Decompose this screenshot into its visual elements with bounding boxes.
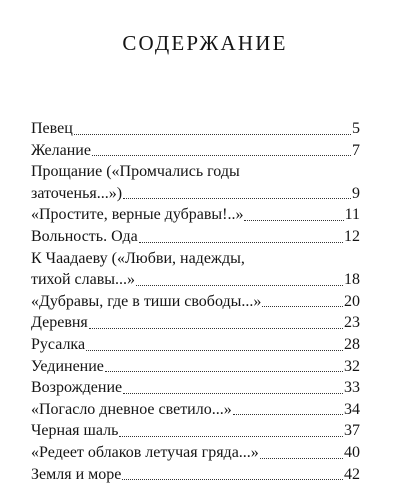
toc-entry — [31, 118, 360, 140]
toc-entry-line — [31, 334, 360, 356]
toc-entry-line — [31, 464, 360, 486]
dot-leader — [92, 155, 351, 156]
dot-leader — [74, 134, 351, 135]
toc-entry-title: Черная шаль — [31, 422, 119, 440]
toc-entry-title: Прощание («Промчались годы — [31, 163, 240, 181]
dot-leader — [262, 306, 343, 307]
dot-leader — [123, 198, 351, 199]
dot-leader — [136, 285, 343, 286]
toc-entry — [31, 204, 360, 226]
toc-entry-line — [31, 312, 360, 334]
toc-page-number: 32 — [344, 357, 360, 375]
toc-page-number: 28 — [344, 335, 360, 353]
toc-page-number: 34 — [344, 400, 360, 418]
toc-entry-title: Земля и море — [31, 465, 122, 483]
toc-entry — [31, 442, 360, 464]
dot-leader — [233, 414, 343, 415]
toc-entry-line — [31, 248, 360, 270]
toc-page-number: 11 — [344, 206, 360, 224]
dot-leader — [244, 220, 343, 221]
toc-entry — [31, 377, 360, 399]
toc-page-number: 42 — [344, 465, 360, 483]
toc-entry — [31, 248, 360, 291]
toc-entry — [31, 356, 360, 378]
toc-entry — [31, 161, 360, 204]
toc-entry-line — [31, 399, 360, 421]
toc-entry-line — [31, 118, 360, 140]
toc-entry-line — [31, 140, 360, 162]
toc-entry-line — [31, 442, 360, 464]
toc-entry-title: К Чаадаеву («Любви, надежды, — [31, 249, 245, 267]
toc-page-number: 5 — [352, 120, 360, 137]
toc-entry — [31, 399, 360, 421]
toc-page-number: 40 — [344, 443, 360, 461]
dot-leader — [89, 328, 343, 329]
toc-entry — [31, 464, 360, 486]
toc-entry-line — [31, 356, 360, 378]
toc-entry-line — [31, 291, 360, 313]
toc-entry — [31, 291, 360, 313]
toc-entry-line — [31, 377, 360, 399]
toc-entry-title: Певец — [31, 120, 73, 137]
table-of-contents — [31, 118, 360, 485]
toc-entry-title: «Простите, верные дубравы!..» — [31, 206, 244, 224]
toc-entry-line — [31, 420, 360, 442]
toc-entry-line — [31, 183, 360, 205]
toc-page-number: 9 — [352, 184, 360, 202]
toc-entry — [31, 226, 360, 248]
page-title: СОДЕРЖАНИЕ — [122, 31, 288, 55]
dot-leader — [122, 479, 343, 480]
toc-page-number: 7 — [352, 141, 360, 159]
toc-entry-title: заточенья...») — [31, 184, 123, 202]
toc-entry-title: «Дубравы, где в тиши свободы...» — [31, 292, 262, 310]
toc-page-number: 18 — [344, 271, 360, 289]
toc-entry-line — [31, 204, 360, 226]
toc-entry-title: тихой славы...» — [31, 271, 135, 289]
dot-leader — [260, 458, 343, 459]
toc-entry-title: «Погасло дневное светило...» — [31, 400, 232, 418]
dot-leader — [105, 371, 343, 372]
toc-page-number: 23 — [344, 314, 360, 332]
toc-entry-title: Вольность. Ода — [31, 227, 138, 245]
toc-page-number: 12 — [344, 227, 360, 245]
toc-entry-title: Деревня — [31, 314, 88, 332]
dot-leader — [119, 436, 343, 437]
toc-page-number: 20 — [344, 292, 360, 310]
toc-entry-title: Уединение — [31, 357, 104, 375]
toc-entry — [31, 420, 360, 442]
toc-entry-title: Русалка — [31, 335, 86, 353]
toc-entry-title: Возрождение — [31, 379, 123, 397]
toc-entry — [31, 312, 360, 334]
toc-entry — [31, 140, 360, 162]
toc-page-number: 37 — [344, 422, 360, 440]
toc-entry-line — [31, 161, 360, 183]
toc-entry-title: «Редеет облаков летучая гряда...» — [31, 443, 259, 461]
dot-leader — [139, 242, 343, 243]
toc-entry-title: Желание — [31, 141, 91, 159]
toc-entry-line — [31, 226, 360, 248]
toc-page-number: 33 — [344, 379, 360, 397]
toc-entry-line — [31, 269, 360, 291]
dot-leader — [86, 350, 343, 351]
toc-entry — [31, 334, 360, 356]
dot-leader — [123, 393, 343, 394]
